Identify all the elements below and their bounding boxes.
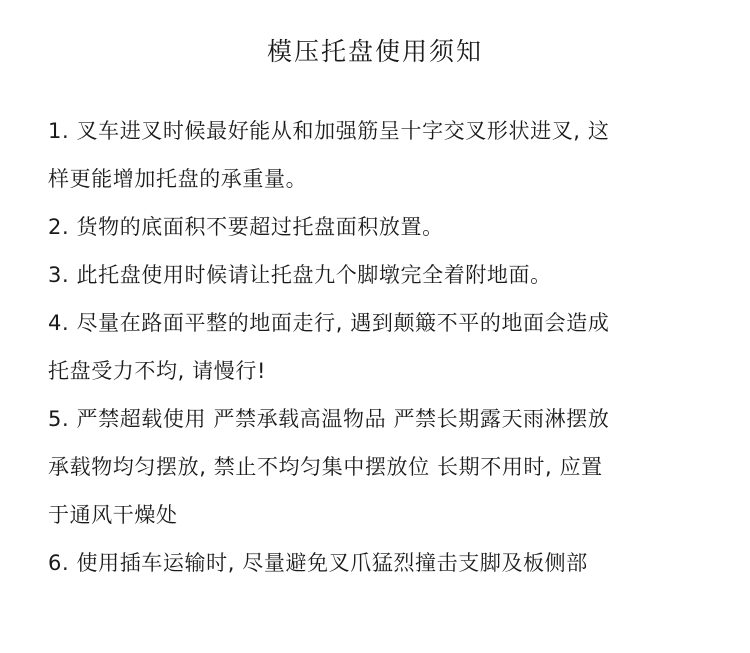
- note-5-line-1: 5. 严禁超载使用 严禁承载高温物品 严禁长期露天雨淋摆放: [48, 407, 610, 431]
- note-5-line-3: 于通风干燥处: [48, 503, 178, 527]
- note-6-line-1: 6. 使用插车运输时, 尽量避免叉爪猛烈撞击支脚及板侧部: [48, 551, 588, 575]
- note-2-line-1: 2. 货物的底面积不要超过托盘面积放置。: [48, 215, 444, 239]
- usage-notes-list: [48, 118, 708, 598]
- note-4-line-2: 托盘受力不均, 请慢行!: [48, 359, 266, 383]
- page-title: 模压托盘使用须知: [266, 37, 483, 66]
- note-4-line-1: 4. 尽量在路面平整的地面走行, 遇到颠簸不平的地面会造成: [48, 311, 610, 335]
- note-1-line-2: 样更能增加托盘的承重量。: [48, 167, 308, 191]
- note-3-line-1: 3. 此托盘使用时候请让托盘九个脚墩完全着附地面。: [48, 263, 552, 287]
- note-5-line-2: 承载物均匀摆放, 禁止不均匀集中摆放位 长期不用时, 应置: [48, 455, 603, 479]
- note-1-line-1: 1. 叉车进叉时候最好能从和加强筋呈十字交叉形状进叉, 这: [48, 119, 610, 143]
